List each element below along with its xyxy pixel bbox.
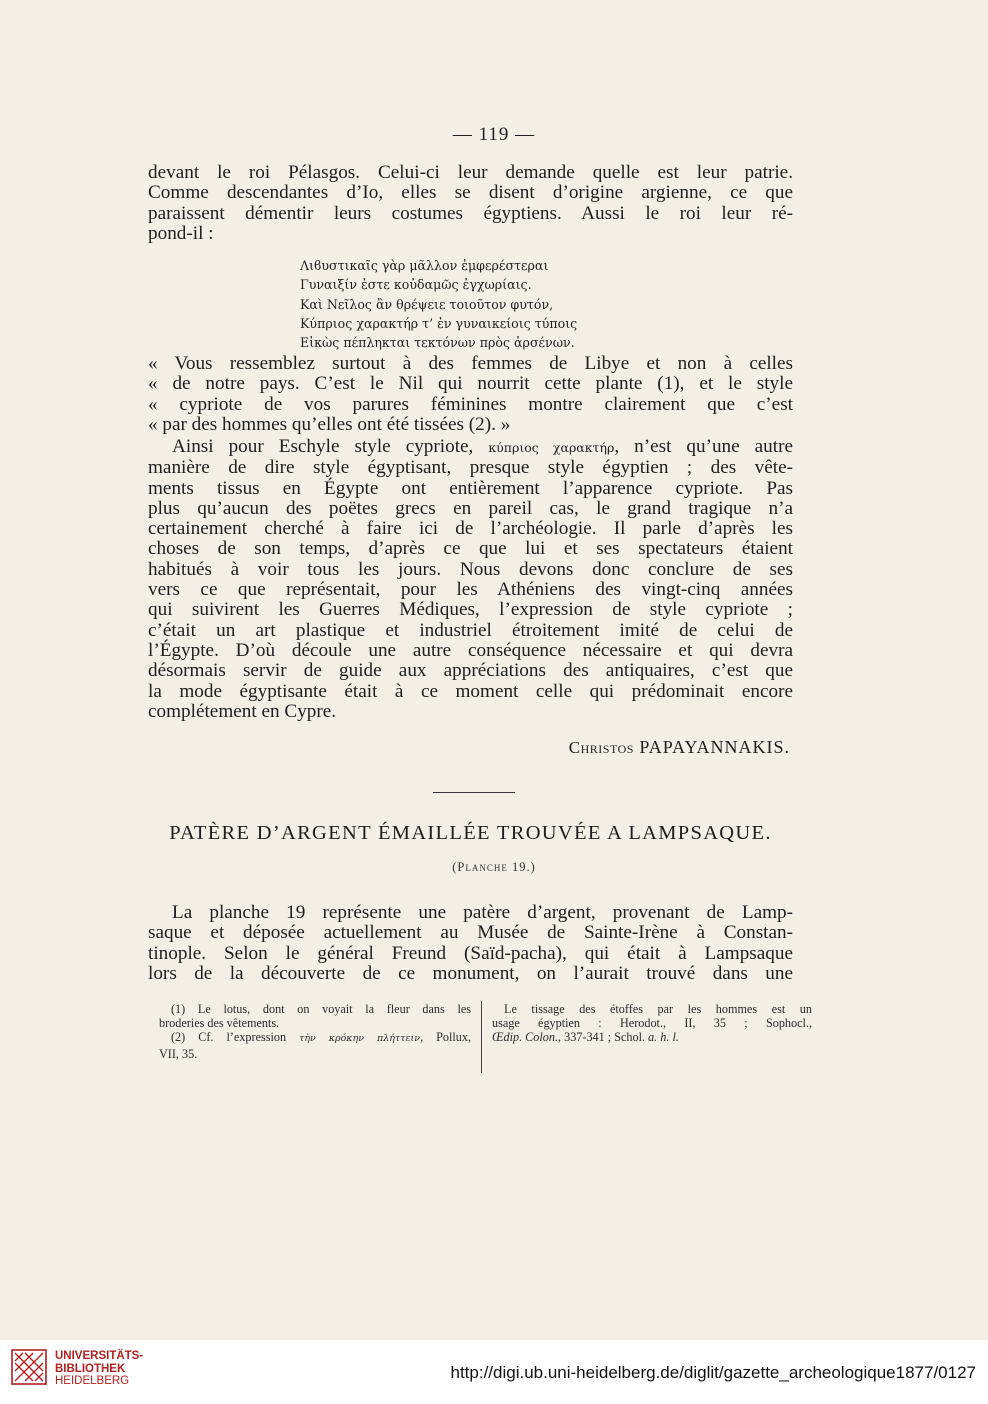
paragraph-conclusion xyxy=(148,437,793,722)
plate-reference: (Planche 19.) xyxy=(452,860,536,874)
verse-line: Εἰκὼς πέπληκται τεκτόνων πρὸς ἀρσένων. xyxy=(300,335,575,351)
source-url: http://digi.ub.uni-heidelberg.de/diglit/gazette_archeologique1877/0127 xyxy=(450,1363,976,1382)
library-logo-text xyxy=(55,1350,143,1388)
greek-verse-quotation xyxy=(300,256,660,352)
text-line: la mode égyptisante était à ce moment celle qui prédominait encore xyxy=(148,680,793,702)
page-number: — 119 — xyxy=(452,124,536,145)
greek-term: τὴν κρόκην πλήττειν xyxy=(299,1033,421,1045)
footnote-line: usage égyptien : Herodot., II, 35 ; Sophocl., xyxy=(492,1016,812,1031)
footnote-line: broderies des vêtements. xyxy=(159,1016,280,1031)
text-line: « cypriote de vos parures féminines montre clairement que c’est xyxy=(148,393,793,415)
author-last-name: PAPAYANNAKIS. xyxy=(639,737,790,757)
paragraph-translation xyxy=(148,354,793,435)
text-line: « Vous ressemblez surtout à des femmes de Libye et non à celles xyxy=(148,353,793,374)
text-line: ments tissus en Égypte ont entièrement l’apparence cypriote. Pas xyxy=(148,477,793,499)
text-line: choses de son temps, d’après ce que lui et ses spectateurs étaient xyxy=(148,538,793,560)
footnotes-right-column xyxy=(492,1002,812,1045)
greek-term: κύπριος χαρακτήρ xyxy=(488,440,615,455)
footnote-line: VII, 35. xyxy=(159,1046,198,1061)
text-run: Ainsi pour Eschyle style cypriote, xyxy=(172,436,474,457)
text-line: plus qu’aucun des poëtes grecs en pareil cas, le grand tragique n’a xyxy=(148,497,793,519)
text-run: Œdip. Colon. xyxy=(492,1030,559,1045)
text-line: « de notre pays. C’est le Nil qui nourrit cette plante (1), et le style xyxy=(148,373,793,395)
text-line: lors de la découverte de ce monument, on l’aurait trouvé dans une xyxy=(148,962,793,984)
footnote-line xyxy=(159,1030,471,1046)
text-run: , Pollux, xyxy=(420,1030,472,1045)
library-logo-icon xyxy=(11,1349,47,1385)
text-line: certainement cherché à faire ici de l’archéologie. Il parle d’après les xyxy=(148,518,793,540)
text-run: a. h. l. xyxy=(648,1030,679,1045)
logo-line: UNIVERSITÄTS- xyxy=(55,1350,144,1362)
text-line: habitués à voir tous les jours. Nous devons donc conclure de ses xyxy=(148,558,793,580)
author-signature xyxy=(440,737,790,758)
text-line: c’était un art plastique et industriel étroitement imité de celui de xyxy=(148,619,793,641)
text-line: qui suivirent les Guerres Médiques, l’expression de style cypriote ; xyxy=(148,599,793,621)
footnote-column-separator xyxy=(481,1001,482,1073)
footnote-line: Le tissage des étoffes par les hommes est un xyxy=(504,1002,812,1016)
text-line: complétement en Cypre. xyxy=(148,700,337,722)
logo-line: HEIDELBERG xyxy=(55,1375,130,1387)
text-line: « par des hommes qu’elles ont été tissées (2). » xyxy=(148,413,511,435)
author-first-name: Christos xyxy=(568,738,634,757)
verse-line: Καὶ Νεῖλος ἂν θρέψειε τοιοῦτον φυτόν, xyxy=(300,296,554,312)
text-line: tinople. Selon le général Freund (Saïd-pacha), qui était à Lampsaque xyxy=(148,942,793,964)
text-line: vers ce que représentait, pour les Athéniens des vingt-cinq années xyxy=(148,579,793,601)
text-line: devant le roi Pélasgos. Celui-ci leur demande quelle est leur patrie. xyxy=(148,162,793,183)
footnote-line xyxy=(492,1030,812,1044)
text-line: l’Égypte. D’où découle une autre conséquence nécessaire et qui devra xyxy=(148,639,793,661)
text-line: saque et déposée actuellement au Musée de Sainte-Irène à Constan- xyxy=(148,922,793,944)
paragraph-intro xyxy=(148,163,793,244)
text-line xyxy=(148,437,793,458)
verse-line: Γυναιξίν ἐστε κοὐδαμῶς ἐγχωρίαις. xyxy=(300,277,532,293)
text-line: La planche 19 représente une patère d’argent, provenant de Lamp- xyxy=(172,902,793,923)
text-run: , 337-341 ; Schol. xyxy=(558,1030,646,1045)
text-line: pond-il : xyxy=(148,222,214,244)
text-line: désormais servir de guide aux appréciations des antiquaires, c’est que xyxy=(148,660,793,682)
verse-line: Λιϐυστικαῖς γὰρ μᾶλλον ἐμφερέστεραι xyxy=(300,258,549,273)
text-line: Comme descendantes d’Io, elles se disent d’origine argienne, ce que xyxy=(148,182,793,204)
logo-line: BIBLIOTHEK xyxy=(55,1362,126,1375)
text-run: (2) Cf. l’expression xyxy=(171,1030,287,1045)
article-heading: PATÈRE D’ARGENT ÉMAILLÉE TROUVÉE A LAMPSAQUE. xyxy=(169,822,772,844)
footnotes-left-column xyxy=(159,1002,471,1061)
paragraph-article xyxy=(148,903,793,984)
footnote-line: (1) Le lotus, dont on voyait la fleur dans les xyxy=(171,1002,471,1016)
text-run: , n’est qu’une autre xyxy=(614,436,794,457)
text-line: manière de dire style égyptisant, presque style égyptien ; des vête- xyxy=(148,457,793,479)
text-line: paraissent démentir leurs costumes égyptiens. Aussi le roi leur ré- xyxy=(148,202,793,224)
section-divider xyxy=(433,792,515,793)
verse-line: Κύπριος χαρακτήρ τ’ ἐν γυναικείοις τύποις xyxy=(300,315,578,331)
